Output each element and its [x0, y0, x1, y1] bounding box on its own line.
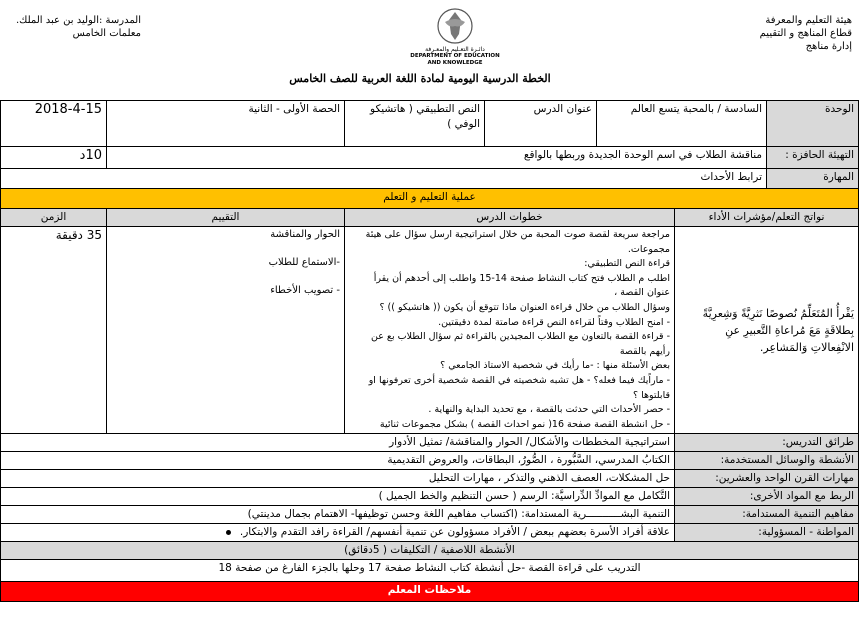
- step-line: بعض الأسئلة منها : -ما رأيك في شخصية الاستاذ الجامعي ؟: [440, 360, 671, 372]
- info-row: [1, 506, 859, 524]
- plan-title: الخطة الدرسية اليومية لمادة اللغة العربية للصف الخامس: [289, 72, 551, 85]
- process-body-row: [1, 227, 859, 434]
- unit-label: الوحدة: [767, 101, 859, 147]
- skills-21-value: حل المشكلات، العصف الذهني والتذكر ، مهارات التحليل: [1, 470, 675, 488]
- step-line: مراجعة سريعة لقصة صوت المحبة من خلال استراتيجية ارسل سؤال على هيئة مجموعات.: [365, 229, 671, 255]
- evaluation-item: الحوار والمناقشة: [270, 229, 340, 240]
- school-block: [16, 14, 141, 40]
- sustainability-value: التنمية البشـــــــــــرية المستدامة: (اكتساب مفاهيم اللغة وحسن توظيفها- الاهتمام بجمال مدينتي): [1, 506, 675, 524]
- time-cell: 35 دقيقة: [1, 227, 107, 434]
- evaluation-cell: [107, 227, 345, 434]
- school-line-1: المدرسة :الوليد بن عبد الملك.: [16, 15, 141, 26]
- skills-21-label: مهارات القرن الواحد والعشرين:: [675, 470, 859, 488]
- logo-english-line-2: AND KNOWLEDGE: [427, 60, 483, 66]
- info-row: [1, 434, 859, 452]
- teacher-notes-header: ملاحظات المعلم: [1, 582, 859, 602]
- methods-value: استراتيجية المخططات والأشكال/ الحوار والمناقشة/ تمثيل الأدوار: [1, 434, 675, 452]
- warmup-label: التهيئة الحافزة :: [767, 147, 859, 169]
- step-line: - ماراًيك فيما فعله؟ - هل تشبه شخصيته في القصة شخصية أخرى تعرفونها او قابلتوها ؟: [368, 374, 671, 401]
- resources-value: الكتابُ المدرسي، السَّبُّورة ، الصُّورُ، البطاقات، والعروض التقديمية: [1, 452, 675, 470]
- unit-row: [1, 101, 859, 147]
- citizenship-value: علاقة أفراد الأسرة بعضهم ببعض / الأفراد مسؤولون عن تنمية أنفسهم/ القراءة رافد التقدم والابتكار.: [239, 526, 671, 539]
- step-line: اطلب م الطلاب فتح كتاب النشاط صفحة 14-15 واطلب إلى أحدهم أن يقرأ عنوان القصة ،: [373, 272, 671, 299]
- methods-label: طرائق التدريس:: [675, 434, 859, 452]
- steps-cell: [345, 227, 675, 434]
- bullet-icon: [226, 530, 231, 535]
- info-row: [1, 452, 859, 470]
- step-line: قراءة النص التطبيقي:: [584, 258, 671, 270]
- logo-english-line-1: DEPARTMENT OF EDUCATION: [410, 53, 500, 59]
- evaluation-item: - تصويب الأخطاء: [270, 285, 340, 296]
- column-header-row: [1, 209, 859, 227]
- authority-line-1: هيئة التعليم والمعرفة: [765, 15, 852, 26]
- steps-header: خطوات الدرس: [345, 209, 675, 227]
- info-row: [1, 524, 859, 542]
- info-row: [1, 488, 859, 506]
- logo-arabic-text: دائـرة التعـليم والمعـرفة: [425, 46, 485, 53]
- skill-row: [1, 169, 859, 189]
- step-line: - حصر الأحداث التي حدثت بالقصة ، مع تحديد البداية والنهاية .: [428, 404, 671, 416]
- extra-activities-value: التدريب على قراءة القصة -حل أنشطة كتاب النشاط صفحة 17 وحلها بالجزء الفارغ من صفحة 18: [1, 560, 859, 582]
- warmup-row: [1, 147, 859, 169]
- extra-activities-header: الأنشطة اللاصفية / التكليفات ( 5دقائق): [1, 542, 859, 560]
- unit-value: السادسة / بالمحبة يتسع العالم: [597, 101, 767, 147]
- resources-label: الأنشطة والوسائل المستخدمة:: [675, 452, 859, 470]
- outcomes-text: يَقْرأُ المُتَعَلِّمُ نُصوصًا نَثرِيَّةً وَشِعرِيَّةً بِطلاقَةٍ مَعَ مُراعاةِ التَّعبيرِ عنِ الانْفِعالاتِ وَالمَشاعِر.: [702, 306, 855, 354]
- lesson-title-label: عنوان الدرس: [485, 101, 597, 147]
- authority-line-3: إدارة مناهج: [805, 41, 852, 52]
- outcomes-cell: [675, 227, 859, 434]
- extra-value-row: [1, 560, 859, 582]
- warmup-time: 10د: [1, 147, 107, 169]
- notes-header-row: [1, 582, 859, 602]
- period-value: الحصة الأولى - الثانية: [107, 101, 345, 147]
- citizenship-cell: [1, 524, 675, 542]
- info-row: [1, 470, 859, 488]
- evaluation-item: -الاستماع للطلاب: [268, 257, 340, 268]
- lesson-plan-table: [0, 100, 859, 602]
- skill-label: المهارة: [767, 169, 859, 189]
- step-line: - امنح الطلاب وقتاً لقراءة النص قراءة صامتة لمدة دقيقتين.: [438, 316, 671, 328]
- evaluation-header: التقييم: [107, 209, 345, 227]
- warmup-value: مناقشة الطلاب في اسم الوحدة الجديدة وربطها بالواقع: [107, 147, 767, 169]
- integration-value: التَّكامل مع الموادِّ الدِّراسيَّة: الرسم ( حسن التنظيم والخط الجميل ): [1, 488, 675, 506]
- process-header: عملية التعليم و التعلم: [1, 189, 859, 209]
- page-header: [0, 0, 860, 98]
- step-line: وسؤال الطلاب من خلال قراءة العنوان ماذا تتوقع أن يكون (( هاتشيكو )) ؟: [379, 301, 671, 313]
- emblem-icon: [435, 6, 475, 46]
- process-header-row: [1, 189, 859, 209]
- lesson-title-value: النص التطبيقي ( هاتشيكو الوفي ): [345, 101, 485, 147]
- integration-label: الربط مع المواد الأخرى:: [675, 488, 859, 506]
- authority-block: [760, 14, 852, 53]
- adek-logo: [400, 6, 510, 70]
- step-line: - حل انشطة القصة صفحة 16( نمو احداث القصة ) بشكل مجموعات ثنائية: [379, 418, 671, 430]
- skill-value: ترابط الأحداث: [1, 169, 767, 189]
- date-value: 2018-4-15: [1, 101, 107, 147]
- authority-line-2: قطاع المناهج و التقييم: [759, 28, 852, 39]
- citizenship-label: المواطنة - المسؤولية:: [675, 524, 859, 542]
- time-header: الزمن: [1, 209, 107, 227]
- extra-header-row: [1, 542, 859, 560]
- outcomes-header: نواتج التعلم/مؤشرات الأداء: [675, 209, 859, 227]
- school-line-2: معلمات الخامس: [72, 28, 141, 39]
- step-line: - قراءة القصة بالتعاون مع الطلاب المجيدين بالقراءة ثم سؤال الطلاب بع عن رأيهم بالقصة: [371, 331, 671, 357]
- sustainability-label: مفاهيم التنمية المستدامة:: [675, 506, 859, 524]
